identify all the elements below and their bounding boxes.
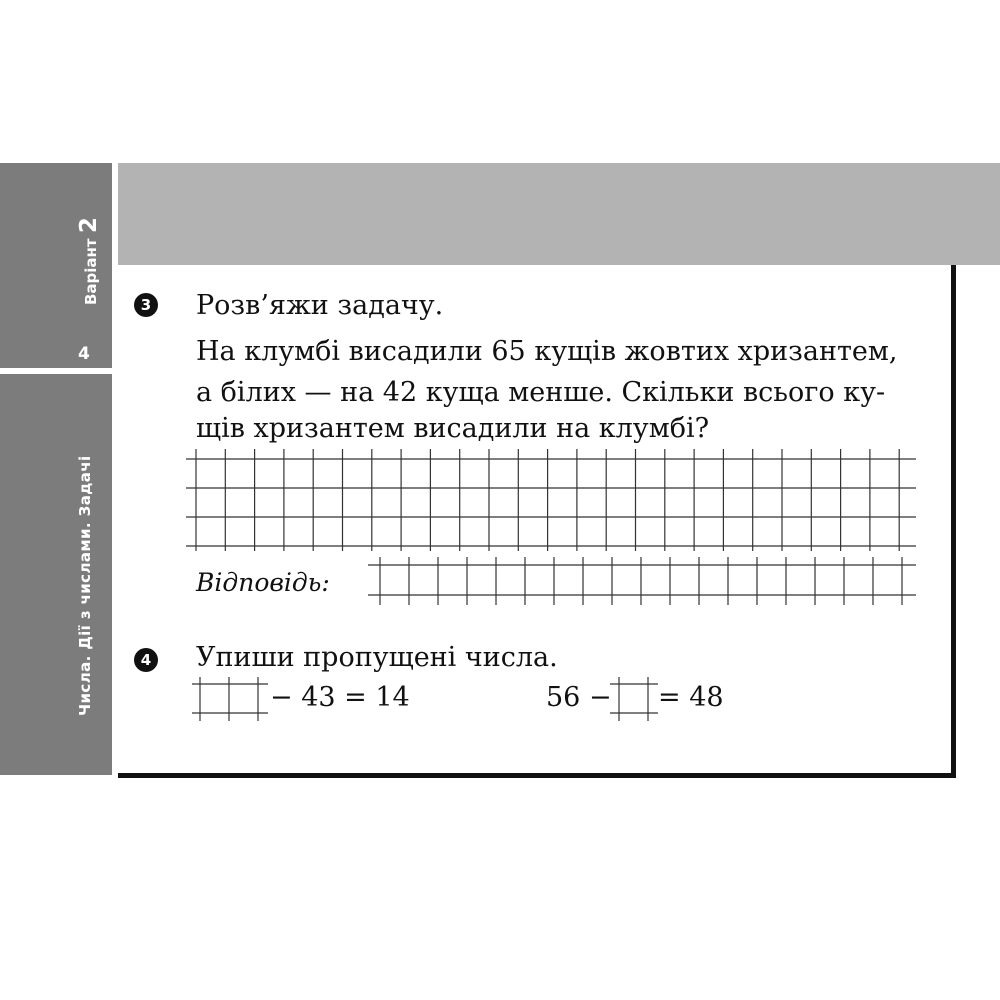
missing-number-box-2[interactable]	[610, 677, 658, 721]
answer-grid[interactable]	[368, 557, 916, 605]
variant-text: Варіант	[82, 238, 100, 305]
variant-label	[76, 217, 102, 305]
task3-number-badge: 3	[134, 293, 158, 317]
page-number: 4	[78, 344, 90, 364]
task3-text-line-3: щів хризантем висадили на клумбі?	[196, 413, 710, 444]
task3-text-line-1: На клумбі висадили 65 кущів жовтих хризантем,	[196, 336, 898, 367]
answer-label: Відповідь:	[196, 568, 330, 597]
header-banner	[118, 163, 1000, 265]
equation-2-left: 56 −	[546, 682, 612, 713]
equation-2-right: = 48	[658, 682, 724, 713]
missing-number-box-1[interactable]	[192, 677, 268, 721]
solution-grid[interactable]	[186, 449, 916, 551]
task4-number-badge: 4	[134, 648, 158, 672]
task4-instruction: Упиши пропущені числа.	[196, 642, 558, 673]
task3-instruction: Розв’яжи задачу.	[196, 290, 444, 321]
equation-1: − 43 = 14	[270, 682, 410, 713]
topic-tab	[0, 374, 112, 775]
variant-number: 2	[76, 217, 102, 234]
topic-label: Числа. Дії з числами. Задачі	[76, 455, 94, 716]
task3-text-line-2: а білих — на 42 куща менше. Скільки всього ку-	[196, 377, 886, 408]
